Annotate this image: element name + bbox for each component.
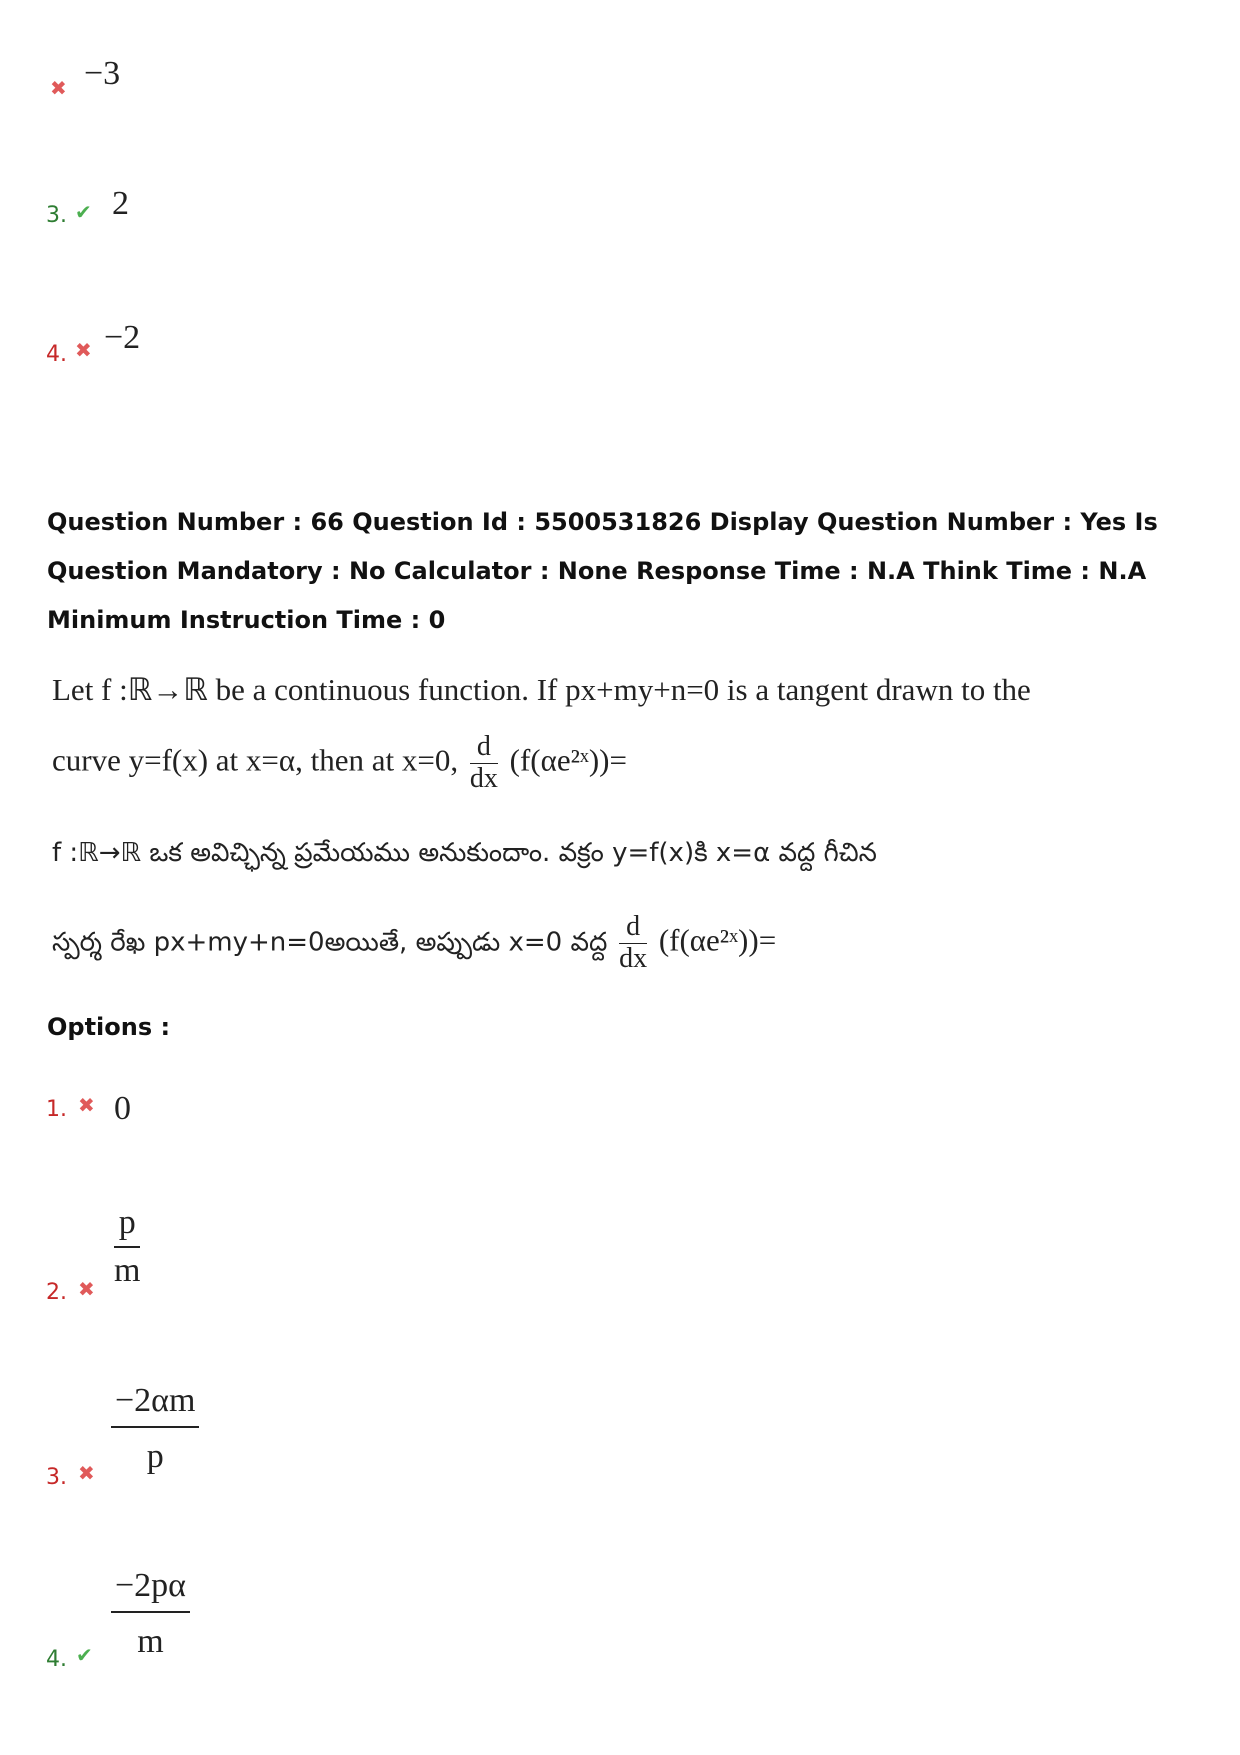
question-telugu-line2-text: స్పర్శ రేఖ px+my+n=0అయితే, అప్పుడు x=0 వద్ద [52, 927, 608, 958]
option-numerator: −2αm [111, 1382, 199, 1428]
option-fraction [111, 1382, 199, 1476]
derivative-expression: (f(αe²ˣ))= [509, 742, 627, 778]
option-value: 0 [114, 1090, 131, 1127]
cross-icon: ✖ [78, 1093, 95, 1117]
check-icon: ✔ [76, 1643, 93, 1667]
cross-icon: ✖ [75, 338, 92, 362]
option-number: 3. [46, 1465, 67, 1490]
option-number: 2. [46, 1280, 67, 1305]
derivative-fraction [470, 732, 498, 795]
option-number: 4. [46, 1647, 67, 1672]
derivative-numerator: d [470, 732, 498, 764]
derivative-numerator: d [619, 912, 647, 944]
question-meta: Question Number : 66 Question Id : 5500531826 Display Question Number : Yes Is Question Mandatory : No Calculator : None Response Time : N.A Think Time : N.A Minimum Instruction Time : 0 [47, 508, 1158, 634]
question-english-line1: Let f :ℝ→ℝ be a continuous function. If px+my+n=0 is a tangent drawn to the [52, 672, 1031, 707]
prev-option-number: 3. [46, 203, 67, 228]
option-number: 1. [46, 1097, 67, 1122]
derivative-denominator: dx [619, 942, 648, 974]
option-denominator: p [146, 1438, 164, 1475]
question-english-line2 [52, 732, 627, 795]
cross-icon: ✖ [78, 1277, 95, 1301]
option-numerator: −2pα [111, 1567, 190, 1613]
check-icon: ✔ [75, 200, 92, 224]
question-telugu-line2 [52, 912, 776, 975]
cross-icon: ✖ [78, 1461, 95, 1485]
prev-option-number: 4. [46, 342, 67, 367]
question-telugu-line1: f :ℝ→ℝ ఒక అవిచ్ఛిన్న ప్రమేయము అనుకుందాం. వక్రం y=f(x)కి x=α వద్ద గీచిన [52, 838, 877, 868]
prev-option-value: −3 [84, 55, 121, 92]
derivative-fraction [619, 912, 647, 975]
option-numerator: p [114, 1204, 140, 1248]
derivative-denominator: dx [469, 762, 498, 794]
derivative-expression: (f(αe²ˣ))= [658, 922, 777, 958]
prev-option-value: 2 [112, 185, 129, 222]
cross-icon: ✖ [50, 76, 67, 100]
prev-option-value: −2 [104, 319, 141, 356]
option-fraction [111, 1567, 190, 1661]
options-label: Options : [47, 1013, 171, 1041]
option-fraction [114, 1204, 140, 1290]
question-english-line2-text: curve y=f(x) at x=α, then at x=0, [52, 742, 459, 778]
option-denominator: m [137, 1623, 164, 1660]
option-denominator: m [114, 1252, 141, 1289]
